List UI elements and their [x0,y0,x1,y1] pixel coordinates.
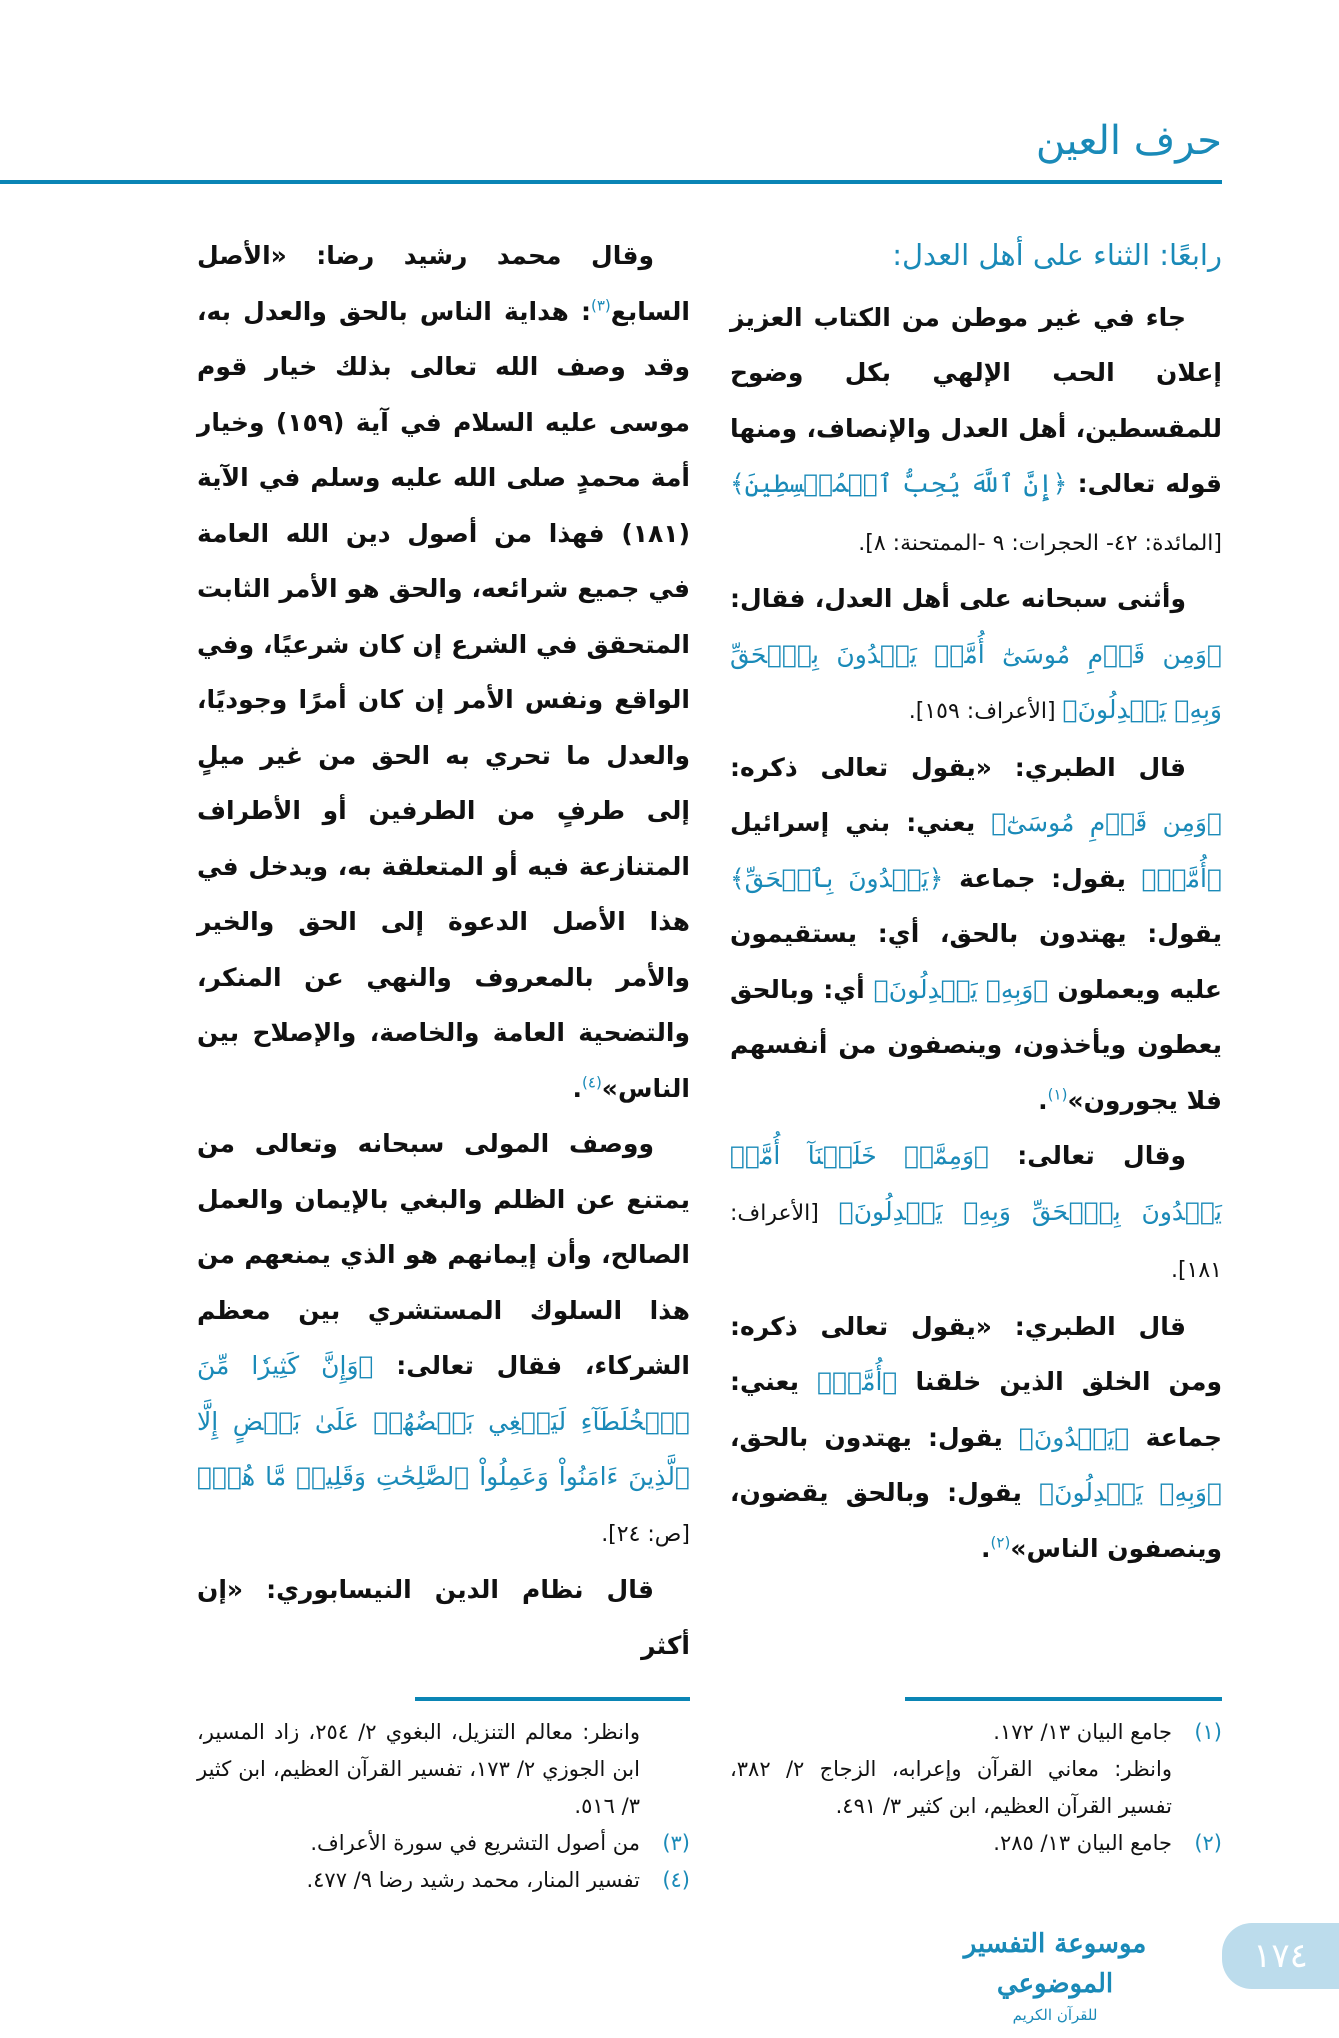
paragraph [730,571,1222,740]
verse-citation: [الأعراف: ١٨١]. [730,1200,1222,1283]
encyclopedia-logo [930,1924,1180,2024]
body-text: جاء في غير موطن من الكتاب العزيز إعلان الحب الإلهي بكل وضوح للمقسطين، أهل العدل والإنصاف، ومنها قوله تعالى: [730,302,1223,498]
footnote-number: (٣) [662,1831,690,1855]
paragraph [730,290,1222,572]
body-text: وقال محمد رشيد رضا: «الأصل السابع [197,241,690,326]
body-text: وقال تعالى: [989,1141,1186,1170]
footnote-extra: وانظر: معاني القرآن وإعرابه، الزجاج ٢/ ٣٨٢، تفسير القرآن العظيم، ابن كثير ٣/ ٤٩١. [730,1757,1172,1818]
verse-citation: [الأعراف: ١٥٩]. [908,699,1063,724]
footnote-ref[interactable]: (١) [1047,1085,1068,1104]
quran-verse: ﴿وَبِهِۦ يَعۡدِلُونَ﴾ [1039,1478,1222,1507]
quran-verse: ﴿وَمِن قَوۡمِ مُوسَىٰٓ أُمَّةٞ يَهۡدُونَ بِٱلۡحَقِّ وَبِهِۦ يَعۡدِلُونَ﴾ [730,639,1222,724]
paragraph [197,1562,690,1673]
logo-title: موسوعة التفسير الموضوعي [963,1929,1147,1999]
footnote-text: من أصول التشريع في سورة الأعراف. [310,1831,640,1855]
left-paragraphs [197,228,690,1673]
quran-verse: ﴿أُمَّةٞ﴾ [1141,863,1222,893]
verse-citation: [ص: ٢٤]. [601,1521,690,1547]
body-text: يقول: وبالحق يقضون، وينصفون الناس» [730,1478,1222,1563]
quran-verse: ﴿وَإِنَّ كَثِيرٗا مِّنَ ٱلۡخُلَطَآءِ لَيَبۡغِي بَعۡضُهُمۡ عَلَىٰ بَعۡضٍ إِلَّا ٱلَّذِينَ ءَامَنُواْ وَعَمِلُواْ ٱلصَّٰلِحَٰتِ وَقَلِيلٞ مَّا هُمۡ﴾ [197,1351,690,1491]
body-text: أي: وبالحق يعطون ويأخذون، وينصفون من أنفسهم فلا يجورون» [730,974,1222,1115]
left-column [197,228,690,1673]
footnote [197,1825,690,1862]
footnote-divider-left [415,1697,690,1701]
logo-subtitle: للقرآن الكريم [1012,2006,1098,2024]
footnote-ref[interactable]: (٢) [990,1533,1011,1552]
footnotes-right [730,1714,1222,1862]
footnote-text: جامع البيان ١٣/ ١٧٢. [993,1720,1172,1744]
quran-verse: ﴿إِنَّ ٱللَّهَ يُحِبُّ ٱلۡمُقۡسِطِينَ﴾ [730,469,1068,498]
footnote [730,1714,1222,1825]
body-text: قال نظام الدين النيسابوري: «إن أكثر [197,1575,690,1660]
body-text: يقول: جماعة [943,863,1142,893]
footnote [197,1714,690,1825]
quran-verse: ﴿أُمَّةٞ﴾ [817,1367,898,1396]
footnote-ref[interactable]: (٤) [582,1073,602,1092]
paragraph [730,1128,1222,1299]
body-text: قال الطبري: «يقول تعالى ذكره: [730,752,1186,782]
paragraph [197,228,690,1116]
footnote [197,1862,690,1899]
body-text: ووصف المولى سبحانه وتعالى من يمتنع عن الظلم والبغي بالإيمان والعمل الصالح، وأن إيمانهم هو الذي يمنعهم من هذا السلوك المستشري بين معظم الشركاء، فقال تعالى: [197,1129,690,1380]
paragraph [730,1299,1222,1577]
body-text: : هداية الناس بالحق والعدل به، وقد وصف الله تعالى بذلك خيار قوم موسى عليه السلام في آية (١٥٩) وخيار أمة محمدٍ صلى الله عليه وسلم في الآية (١٨١) فهذا من أصول دين الله العامة في جميع شرائعه، والحق هو الأمر الثابت المتحقق في الشرع إن كان شرعيًا، وفي الواقع ونفس الأمر إن كان أمرًا وجوديًا، والعدل ما تحري به الحق من غير ميلٍ إلى طرفٍ من الطرفين أو الأطراف المتنازعة فيه أو المتعلقة به، ويدخل في هذا الأصل الدعوة إلى الحق والخير والأمر بالمعروف والنهي عن المنكر، والتضحية العامة والخاصة، والإصلاح بين الناس» [197,296,690,1103]
quran-verse: ﴿وَمِمَّنۡ خَلَقۡنَآ أُمَّةٞ يَهۡدُونَ بِٱلۡحَقِّ وَبِهِۦ يَعۡدِلُونَ﴾ [730,1141,1222,1226]
body-text: يعني: جماعة [730,1367,1222,1452]
footnotes-left [197,1714,690,1899]
footnote-ref[interactable]: (٣) [590,296,611,315]
footnote-divider-right [905,1697,1222,1701]
footnote-text: تفسير المنار، محمد رشيد رضا ٩/ ٤٧٧. [306,1868,640,1892]
footnote-number: (٤) [662,1868,690,1892]
body-text: . [981,1533,991,1563]
header-divider [0,180,1222,184]
quran-verse: ﴿يَهۡدُونَ بِٱلۡحَقِّ﴾ [730,863,944,893]
footnote-text: وانظر: معالم التنزيل، البغوي ٢/ ٢٥٤، زاد المسير، ابن الجوزي ٢/ ١٧٣، تفسير القرآن العظيم، ابن كثير ٣/ ٥١٦. [197,1720,640,1818]
body-text: يقول: يهتدون بالحق، أي: يستقيمون عليه ويعملون [730,919,1222,1004]
footnote-number: (١) [1194,1720,1222,1744]
quran-verse: ﴿يَهۡدُونَ﴾ [1018,1422,1130,1452]
body-text: . [1038,1085,1048,1115]
body-text: وأثنى سبحانه على أهل العدل، فقال: [730,584,1186,613]
body-text: . [572,1073,583,1103]
paragraph [197,1116,690,1562]
footnote [730,1825,1222,1862]
page-number: ١٧٤ [1222,1923,1339,1989]
quran-verse: ﴿وَبِهِۦ يَعۡدِلُونَ﴾ [873,974,1049,1004]
footnote-number: (٢) [1194,1831,1222,1855]
section-heading: رابعًا: الثناء على أهل العدل: [892,238,1222,272]
verse-citation: [المائدة: ٤٢- الحجرات: ٩ -الممتحنة: ٨]. [858,530,1222,556]
chapter-title: حرف العين [1035,118,1222,164]
paragraph [730,740,1222,1129]
body-text: قال الطبري: «يقول تعالى ذكره: ومن الخلق الذين خلقنا [730,1311,1222,1396]
body-text: يعني: بني إسرائيل [730,808,992,837]
right-column [730,228,1222,1576]
right-paragraphs [730,290,1222,1577]
body-text: يقول: يهتدون بالحق، [730,1422,1019,1452]
quran-verse: ﴿وَمِن قَوۡمِ مُوسَىٰٓ﴾ [991,808,1222,837]
footnote-text: جامع البيان ١٣/ ٢٨٥. [993,1831,1172,1855]
